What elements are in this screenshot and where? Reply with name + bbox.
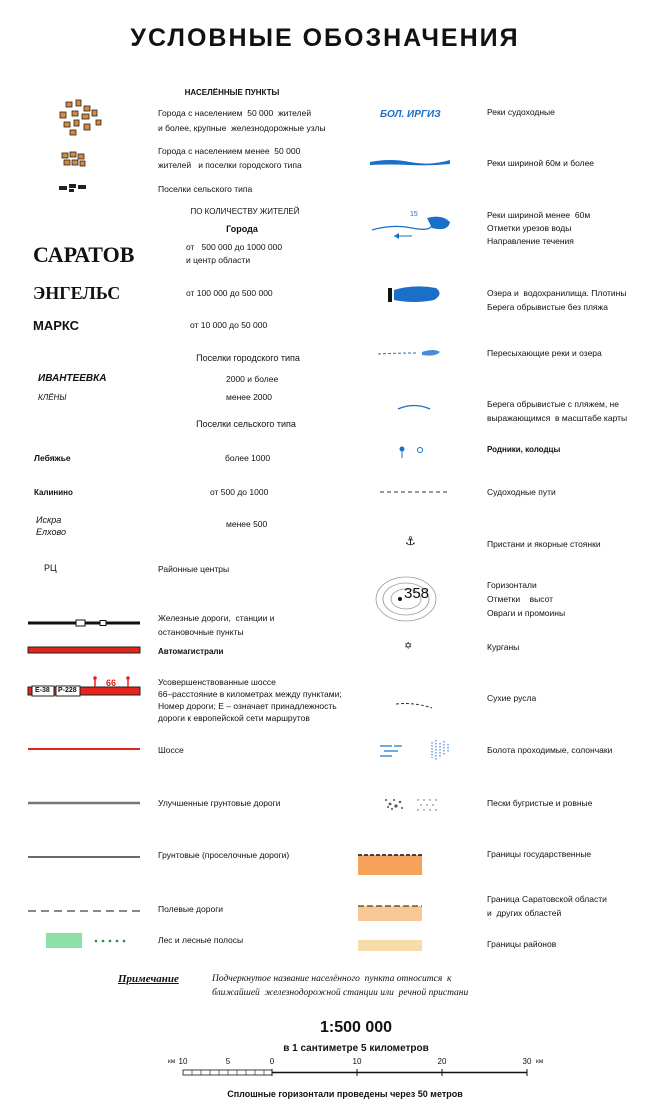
- pop-engels: от 100 000 до 500 000: [186, 288, 273, 298]
- scale-text: в 1 сантиметре 5 километров: [283, 1043, 429, 1054]
- small-city-symbol: [60, 150, 90, 170]
- pop-kalinino: от 500 до 1000: [210, 487, 269, 497]
- scale-tick-label: 30: [522, 1057, 532, 1066]
- sand-symbol: [380, 794, 442, 816]
- scale-tick-label: 10: [352, 1057, 362, 1066]
- railway-symbol: [28, 618, 140, 628]
- lakes-label: Озера и водохранилища. Плотины Берега обрывистые без пляжа: [487, 288, 627, 312]
- highways-label: Автомагистрали: [158, 647, 224, 656]
- swamps-label: Болота проходимые, солончаки: [487, 745, 613, 755]
- example-iskra: Искра Елхово: [36, 515, 66, 537]
- lake-symbol: [384, 284, 444, 306]
- dirt-road-symbol: [28, 855, 140, 859]
- rc-abbr: РЦ: [44, 563, 57, 573]
- anchor-icon: ⚓: [405, 534, 416, 548]
- sands-label: Пески бугристые и ровные: [487, 798, 593, 808]
- dirt-road-label: Грунтовые (проселочные дороги): [158, 850, 290, 860]
- forest-label: Лес и лесные полосы: [158, 935, 244, 945]
- pop-kleny: менее 2000: [226, 392, 272, 402]
- shosse-symbol: [28, 747, 140, 751]
- scale-tick-label: 0: [269, 1057, 275, 1066]
- scale-unit-right: км: [536, 1058, 544, 1065]
- large-city-symbol: [52, 98, 112, 142]
- highway-number-e: Е-38: [35, 687, 50, 694]
- cities-header: Города: [226, 224, 258, 234]
- improved-highway-label: Усовершенствованные шоссе 66–расстояние в километрах между пунктами; Номер дороги; Е – означает принадлежность дороги к европейской сети маршрутов: [158, 677, 342, 723]
- contours-label: Горизонтали Отметки высот Овраги и промоины: [487, 580, 566, 618]
- small-city-label: Города с населением менее 50 000 жителей и поселки городского типа: [158, 146, 302, 170]
- dry-beds-label: Сухие русла: [487, 693, 537, 703]
- highway-symbol: [28, 646, 140, 654]
- by-population-header: ПО КОЛИЧЕСТВУ ЖИТЕЛЕЙ: [190, 207, 300, 216]
- springs-label: Родники, колодцы: [487, 445, 561, 454]
- scale-unit-left: км: [168, 1058, 176, 1065]
- district-border-symbol: [358, 940, 422, 952]
- oblast-borders-label: Граница Саратовской области и других областей: [487, 894, 607, 918]
- district-borders-label: Границы районов: [487, 939, 557, 949]
- scale-ratio: 1:500 000: [319, 1019, 393, 1036]
- wide-rivers-label: Реки шириной 60м и более: [487, 158, 595, 168]
- note-label: Примечание: [118, 973, 179, 985]
- forest-symbol: [46, 933, 126, 949]
- drying-river-symbol: [378, 346, 442, 360]
- piers-label: Пристани и якорные стоянки: [487, 539, 601, 549]
- kurgan-icon: ✡: [404, 641, 413, 652]
- pop-marks: от 10 000 до 50 000: [190, 320, 268, 330]
- pop-iskra: менее 500: [226, 519, 268, 529]
- oblast-border-symbol: [358, 903, 422, 921]
- swamp-symbol: [378, 738, 454, 764]
- shosse-label: Шоссе: [158, 745, 184, 755]
- shipping-label: Судоходные пути: [487, 487, 556, 497]
- legend-title: УСЛОВНЫЕ ОБОЗНАЧЕНИЯ: [130, 24, 520, 52]
- beach-label: Берега обрывистые с пляжем, не выражающимся в масштабе карты: [487, 399, 628, 423]
- example-saratov: САРАТОВ: [33, 242, 135, 267]
- scale-footer: Сплошные горизонтали проведены через 50 метров: [227, 1089, 463, 1099]
- rc-label: Районные центры: [158, 564, 230, 574]
- scale-tick-label: 10: [178, 1057, 188, 1066]
- settlements-header: НАСЕЛЁННЫЕ ПУНКТЫ: [184, 88, 280, 97]
- example-kalinino: Калинино: [34, 488, 73, 497]
- wide-river-symbol: [370, 156, 450, 168]
- field-road-label: Полевые дороги: [158, 904, 224, 914]
- drying-label: Пересыхающие реки и озера: [487, 348, 602, 358]
- example-ivanteevka: ИВАНТЕЕВКА: [38, 373, 107, 384]
- railways-label: Железные дороги, станции и остановочные пункты: [158, 613, 275, 637]
- highway-number-r: Р-228: [58, 687, 77, 694]
- large-city-label: Города с населением 50 000 жителей и более, крупные железнодорожные узлы: [158, 108, 326, 133]
- dry-bed-symbol: [394, 700, 436, 712]
- kurgans-label: Курганы: [487, 642, 520, 652]
- rural-type-header: Поселки сельского типа: [196, 419, 296, 429]
- improved-dirt-road-symbol: [28, 801, 140, 805]
- highway-km: 66: [106, 678, 117, 688]
- example-marks: МАРКС: [33, 318, 80, 333]
- height-mark-value: 358: [404, 585, 430, 602]
- note-text: Подчеркнутое название населённого пункта относится к ближайшей железнодорожной станции или речной пристани: [212, 974, 469, 998]
- springs-symbol: [396, 444, 430, 460]
- urban-type-header: Поселки городского типа: [196, 353, 300, 363]
- field-road-symbol: [28, 909, 140, 913]
- pop-ivanteevka: 2000 и более: [226, 374, 279, 384]
- navigable-rivers-label: Реки судоходные: [487, 107, 555, 117]
- scale-tick-label: 20: [437, 1057, 447, 1066]
- example-lebyazhye: Лебяжье: [34, 453, 71, 463]
- sample-river-name: БОЛ. ИРГИЗ: [380, 109, 441, 120]
- rural-label: Поселки сельского типа: [158, 184, 253, 194]
- example-kleny: КЛЁНЫ: [38, 393, 67, 402]
- state-borders-label: Границы государственные: [487, 849, 592, 859]
- state-border-symbol: [358, 851, 422, 877]
- water-level-mark: 15: [410, 211, 418, 218]
- rural-settlement-symbol: [58, 181, 90, 195]
- pop-lebyazhye: более 1000: [225, 453, 271, 463]
- narrow-rivers-label: Реки шириной менее 60м Отметки урезов воды Направление течения: [487, 210, 591, 246]
- beach-shore-symbol: [396, 400, 432, 412]
- scale-tick-label: 5: [225, 1057, 231, 1066]
- improved-dirt-label: Улучшенные грунтовые дороги: [158, 798, 281, 808]
- scale-bar: [180, 1068, 532, 1080]
- shipping-route-symbol: [380, 490, 450, 494]
- pop-saratov: от 500 000 до 1000 000 и центр области: [186, 242, 283, 265]
- example-engels: ЭНГЕЛЬС: [33, 283, 121, 303]
